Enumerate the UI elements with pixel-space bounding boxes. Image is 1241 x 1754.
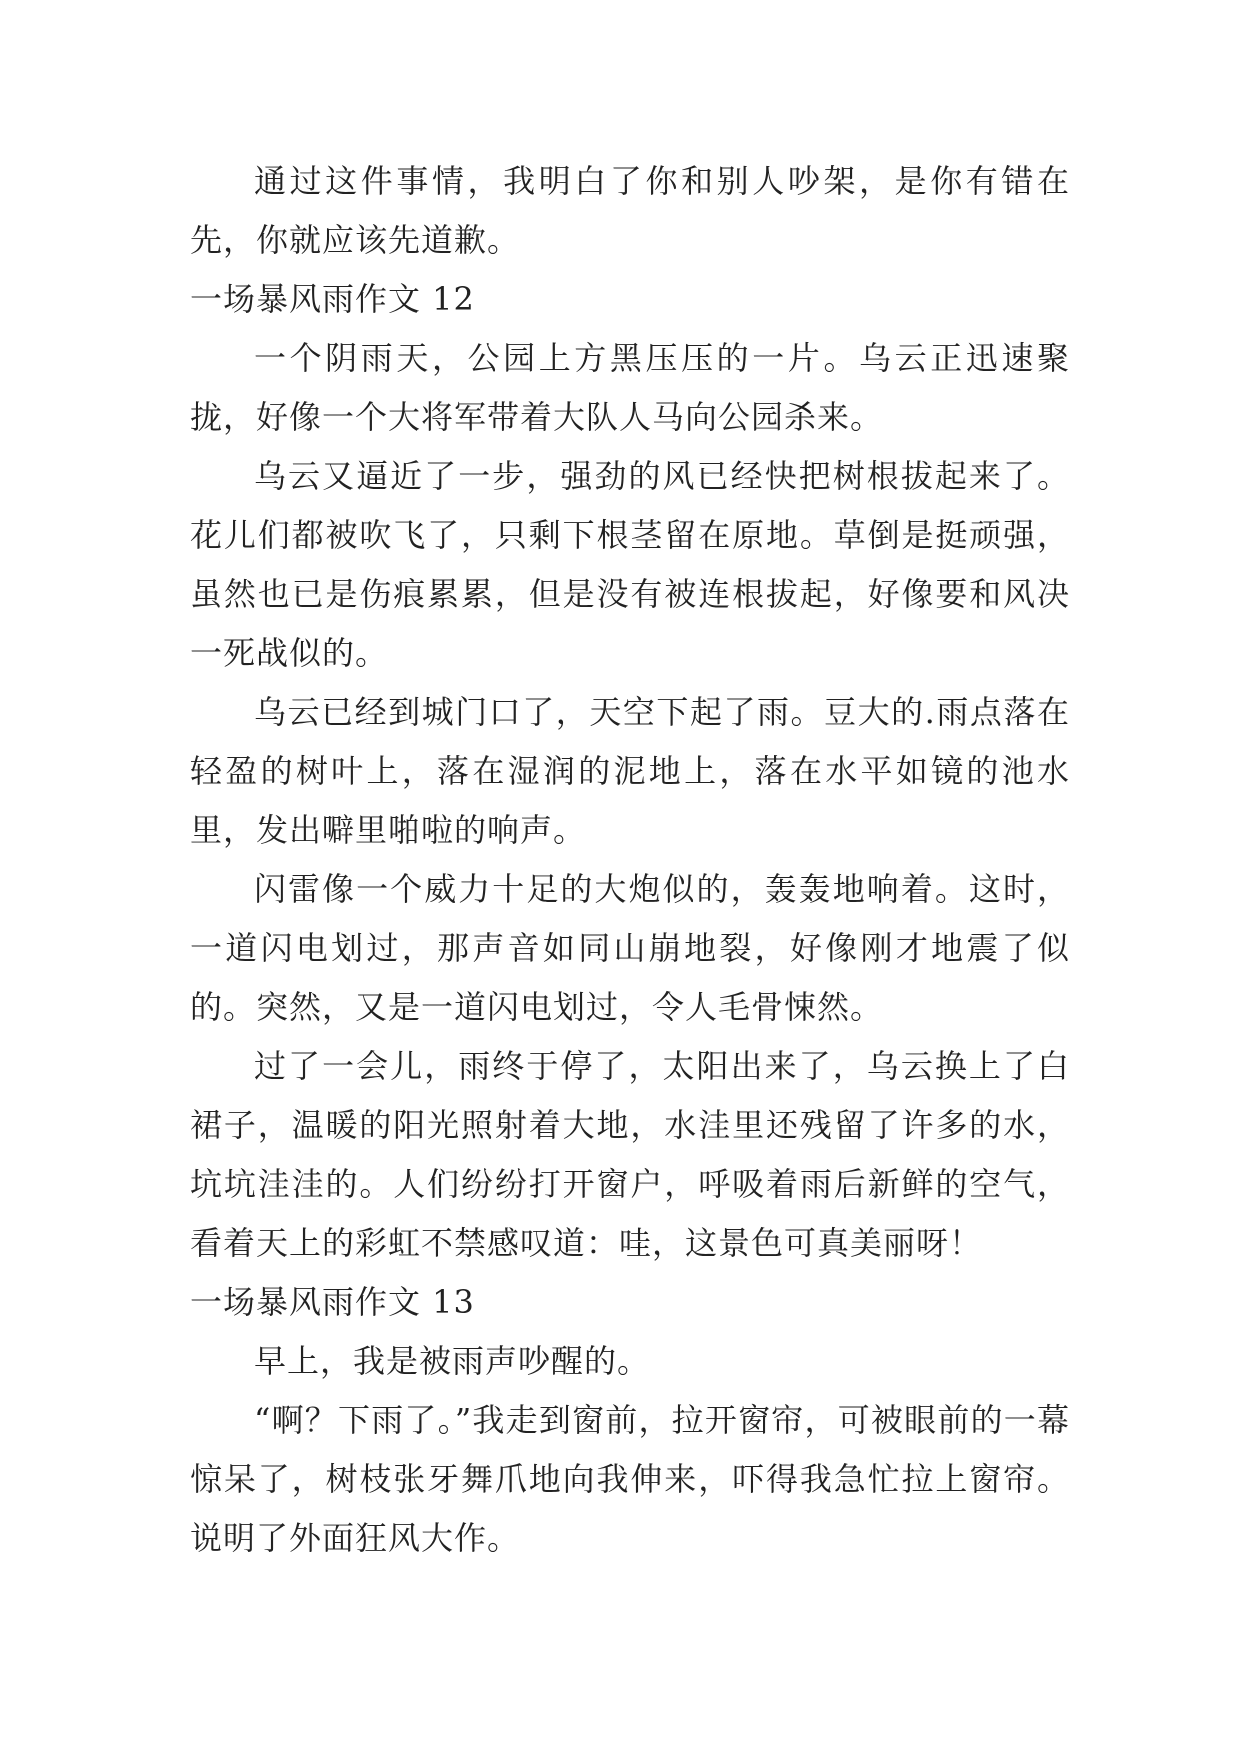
paragraph: 过了一会儿，雨终于停了，太阳出来了，乌云换上了白裙子，温暖的阳光照射着大地，水洼里还残留了许多的水，坑坑洼洼的。人们纷纷打开窗户，呼吸着雨后新鲜的空气，看着天上的彩虹不禁感叹道：哇，这景色可真美丽呀！ bbox=[190, 1047, 1070, 1262]
paragraph: “啊？下雨了。”我走到窗前，拉开窗帘，可被眼前的一幕惊呆了，树枝张牙舞爪地向我伸来，吓得我急忙拉上窗帘。说明了外面狂风大作。 bbox=[190, 1401, 1070, 1557]
paragraph: 通过这件事情，我明白了你和别人吵架，是你有错在先，你就应该先道歉。 bbox=[190, 162, 1070, 259]
paragraph: 乌云又逼近了一步，强劲的风已经快把树根拔起来了。花儿们都被吹飞了，只剩下根茎留在原地。草倒是挺顽强，虽然也已是伤痕累累，但是没有被连根拔起，好像要和风决一死战似的。 bbox=[190, 457, 1070, 672]
paragraph: 早上，我是被雨声吵醒的。 bbox=[254, 1342, 651, 1380]
document-page bbox=[190, 152, 1070, 1568]
section-heading: 一场暴风雨作文 12 bbox=[190, 280, 475, 318]
paragraph: 一个阴雨天，公园上方黑压压的一片。乌云正迅速聚拢，好像一个大将军带着大队人马向公园杀来。 bbox=[190, 339, 1070, 436]
paragraph: 闪雷像一个威力十足的大炮似的，轰轰地响着。这时，一道闪电划过，那声音如同山崩地裂，好像刚才地震了似的。突然，又是一道闪电划过，令人毛骨悚然。 bbox=[190, 870, 1070, 1026]
paragraph: 乌云已经到城门口了，天空下起了雨。豆大的.雨点落在轻盈的树叶上，落在湿润的泥地上，落在水平如镜的池水里，发出噼里啪啦的响声。 bbox=[190, 693, 1070, 849]
section-heading: 一场暴风雨作文 13 bbox=[190, 1283, 475, 1321]
